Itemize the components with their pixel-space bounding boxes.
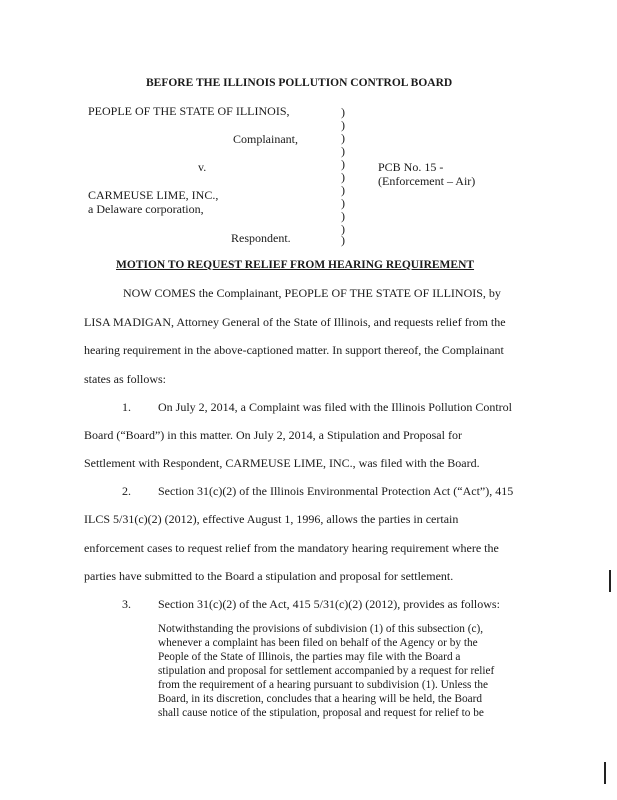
quote-line: whenever a complaint has been filed on behalf of the Agency or by the bbox=[158, 637, 478, 649]
paragraph-line: Settlement with Respondent, CARMEUSE LIME, INC., was filed with the Board. bbox=[84, 456, 480, 470]
scan-artifact bbox=[604, 762, 606, 784]
paragraph-line: Board (“Board”) in this matter. On July 2, 2014, a Stipulation and Proposal for bbox=[84, 428, 462, 442]
caption-paren: ) bbox=[341, 222, 345, 236]
intro-line: hearing requirement in the above-captioned matter. In support thereof, the Complainant bbox=[84, 343, 504, 357]
paragraph-line: On July 2, 2014, a Complaint was filed with the Illinois Pollution Control bbox=[158, 400, 512, 414]
paragraph-line: parties have submitted to the Board a stipulation and proposal for settlement. bbox=[84, 569, 454, 583]
versus-label: v. bbox=[198, 160, 207, 174]
paragraph-number: 2. bbox=[122, 484, 131, 498]
motion-title: MOTION TO REQUEST RELIEF FROM HEARING REQUIREMENT bbox=[116, 259, 475, 271]
paragraph-number: 1. bbox=[122, 400, 131, 414]
caption-paren: ) bbox=[341, 196, 345, 210]
respondent-name: CARMEUSE LIME, INC., bbox=[88, 188, 219, 202]
case-number: PCB No. 15 - bbox=[378, 160, 444, 174]
case-type: (Enforcement – Air) bbox=[378, 174, 476, 188]
paragraph-number: 3. bbox=[122, 597, 131, 611]
paragraph-line: enforcement cases to request relief from the mandatory hearing requirement where the bbox=[84, 541, 499, 555]
intro-line: NOW COMES the Complainant, PEOPLE OF THE STATE OF ILLINOIS, by bbox=[123, 286, 501, 300]
respondent-description: a Delaware corporation, bbox=[88, 202, 204, 216]
caption-paren: ) bbox=[341, 170, 345, 184]
quote-line: Board, in its discretion, concludes that a hearing will be held, the Board bbox=[158, 693, 483, 705]
intro-line: LISA MADIGAN, Attorney General of the State of Illinois, and requests relief from the bbox=[84, 315, 506, 329]
quote-line: stipulation and proposal for settlement accompanied by a request for relief bbox=[158, 665, 495, 677]
plaintiff-name: PEOPLE OF THE STATE OF ILLINOIS, bbox=[88, 104, 290, 118]
quote-line: from the requirement of a hearing pursuant to subdivision (1). Unless the bbox=[158, 679, 489, 691]
paragraph-line: Section 31(c)(2) of the Act, 415 5/31(c)(2) (2012), provides as follows: bbox=[158, 597, 500, 611]
caption-paren: ) bbox=[341, 131, 345, 145]
caption-paren: ) bbox=[341, 118, 345, 132]
paragraph-line: ILCS 5/31(c)(2) (2012), effective August 1, 1996, allows the parties in certain bbox=[84, 512, 459, 526]
board-header: BEFORE THE ILLINOIS POLLUTION CONTROL BOARD bbox=[146, 77, 453, 89]
paragraph-line: Section 31(c)(2) of the Illinois Environmental Protection Act (“Act”), 415 bbox=[158, 484, 514, 498]
caption-paren: ) bbox=[341, 105, 345, 119]
scan-artifact bbox=[609, 570, 611, 592]
quote-line: shall cause notice of the stipulation, proposal and request for relief to be bbox=[158, 707, 484, 719]
complainant-label: Complainant, bbox=[233, 132, 298, 146]
respondent-label: Respondent. bbox=[231, 231, 291, 245]
caption-paren: ) bbox=[341, 157, 345, 171]
caption-paren: ) bbox=[341, 233, 345, 247]
caption-paren: ) bbox=[341, 183, 345, 197]
intro-line: states as follows: bbox=[84, 372, 166, 386]
quote-line: People of the State of Illinois, the parties may file with the Board a bbox=[158, 651, 461, 663]
quote-line: Notwithstanding the provisions of subdivision (1) of this subsection (c), bbox=[158, 623, 484, 635]
caption-paren: ) bbox=[341, 144, 345, 158]
caption-paren: ) bbox=[341, 209, 345, 223]
